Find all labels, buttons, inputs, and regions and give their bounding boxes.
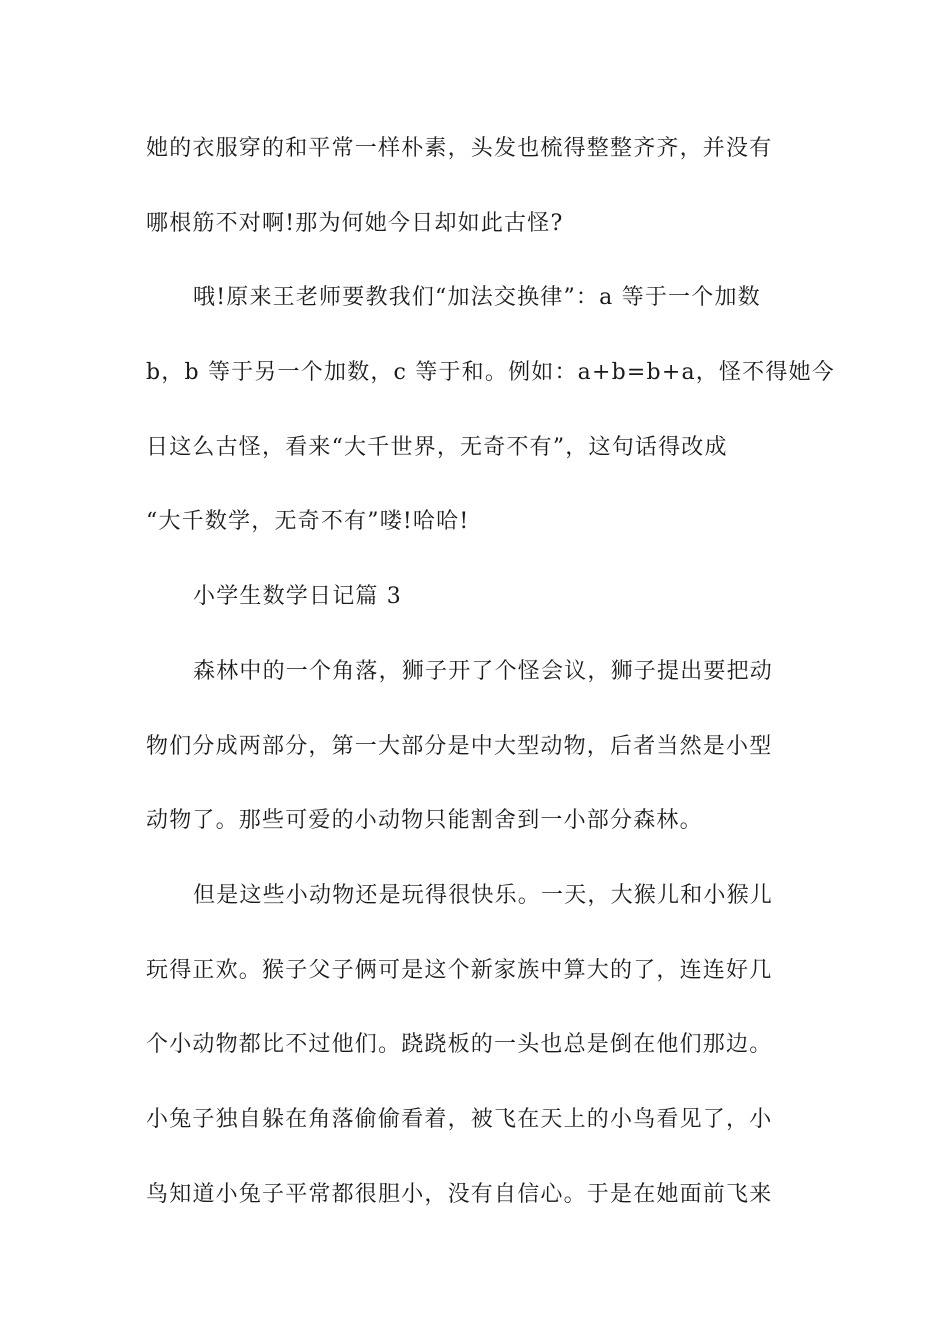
text-line: 日这么古怪，看来“大千世界，无奇不有”，这句话得改成 [146, 434, 728, 460]
text-line: “大千数学，无奇不有”喽!哈哈! [146, 509, 470, 535]
text-line: b，b 等于另一个加数，c 等于和。例如：a+b=b+a，怪不得她今 [146, 360, 835, 386]
text-line: 森林中的一个角落，狮子开了个怪会议，狮子提出要把动 [193, 658, 774, 684]
text-line: 哪根筋不对啊!那为何她今日却如此古怪? [146, 210, 564, 236]
text-line: 小兔子独自躲在角落偷偷看着，被飞在天上的小鸟看见了，小 [146, 1106, 773, 1132]
text-line: 玩得正欢。猴子父子俩可是这个新家族中算大的了，连连好几 [146, 957, 773, 983]
text-line: 动物了。那些可爱的小动物只能割舍到一小部分森林。 [146, 808, 703, 834]
text-line: 但是这些小动物还是玩得很快乐。一天，大猴儿和小猴儿 [193, 882, 774, 908]
text-line: 她的衣服穿的和平常一样朴素，头发也梳得整整齐齐，并没有 [146, 136, 773, 161]
section-heading: 小学生数学日记篇 3 [193, 584, 402, 610]
text-line: 哦!原来王老师要教我们“加法交换律”：a 等于一个加数 [193, 285, 761, 311]
text-line: 鸟知道小兔子平常都很胆小，没有自信心。于是在她面前飞来 [146, 1181, 773, 1207]
text-line: 个小动物都比不过他们。跷跷板的一头也总是倒在他们那边。 [146, 1032, 773, 1058]
document-body [146, 112, 835, 1232]
text-line: 物们分成两部分，第一大部分是中大型动物，后者当然是小型 [146, 733, 773, 759]
